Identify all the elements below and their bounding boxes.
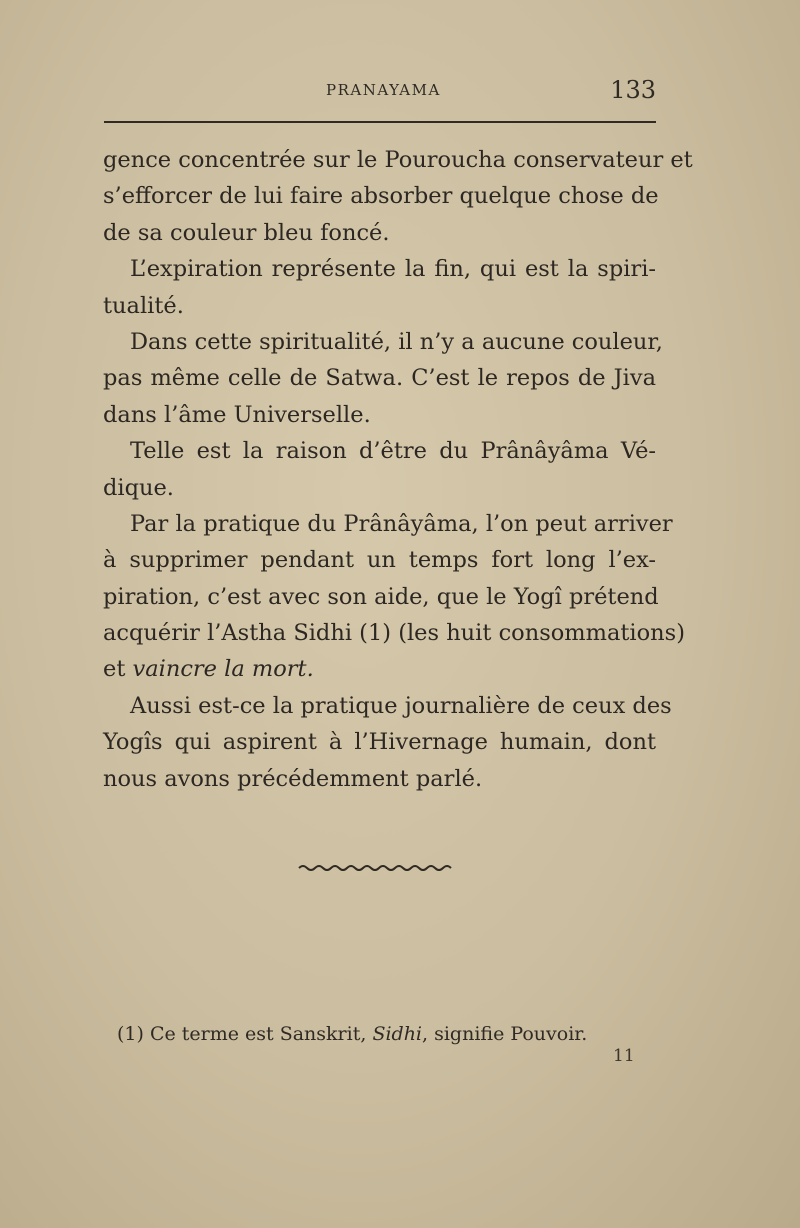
header-rule xyxy=(104,121,656,123)
text-line: nous avons précédemment parlé. xyxy=(103,765,483,792)
text-line: pas même celle de Satwa. C’est le repos de Jiva xyxy=(103,365,656,392)
page-header xyxy=(104,78,656,108)
text-line: de sa couleur bleu foncé. xyxy=(103,219,390,246)
text-line: s’efforcer de lui faire absorber quelque chose de xyxy=(103,183,659,210)
text-line: Telle est la raison d’être du Prânâyâma Vé- xyxy=(130,438,656,465)
text-line: dique. xyxy=(103,474,174,501)
italic-text: vaincre la mort. xyxy=(132,656,314,683)
text-line: à supprimer pendant un temps fort long l’ex- xyxy=(103,547,656,574)
footnote-text-end: , signifie Pouvoir. xyxy=(422,1023,588,1045)
text-line: gence concentrée sur le Pouroucha conservateur et xyxy=(103,147,693,173)
text-line: dans l’âme Universelle. xyxy=(103,401,371,428)
text-line: Yogîs qui aspirent à l’Hivernage humain, dont xyxy=(103,729,656,756)
text-line: Dans cette spiritualité, il n’y a aucune couleur, xyxy=(130,328,663,355)
text-line: piration, c’est avec son aide, que le Yogî prétend xyxy=(103,583,659,610)
text-line: Aussi est-ce la pratique journalière de ceux des xyxy=(130,692,672,719)
footnote-text: (1) Ce terme est Sanskrit, xyxy=(117,1023,373,1045)
ornament-divider xyxy=(297,858,457,878)
footnote-italic: Sidhi xyxy=(372,1023,423,1045)
signature-mark: 11 xyxy=(613,1046,635,1066)
text-line: tualité. xyxy=(103,292,184,319)
text-line: L’expiration représente la fin, qui est la spiri- xyxy=(130,256,656,283)
text-line: acquérir l’Astha Sidhi (1) (les huit consommations) xyxy=(103,620,685,647)
text-line xyxy=(103,651,656,687)
page-number: 133 xyxy=(610,76,656,104)
text-run: et xyxy=(103,656,133,683)
wavy-rule xyxy=(299,866,451,870)
running-title: PRANAYAMA xyxy=(326,81,441,99)
text-line: Par la pratique du Prânâyâma, l’on peut arriver xyxy=(130,510,673,537)
main-text xyxy=(103,142,693,797)
footnote xyxy=(117,1023,587,1045)
